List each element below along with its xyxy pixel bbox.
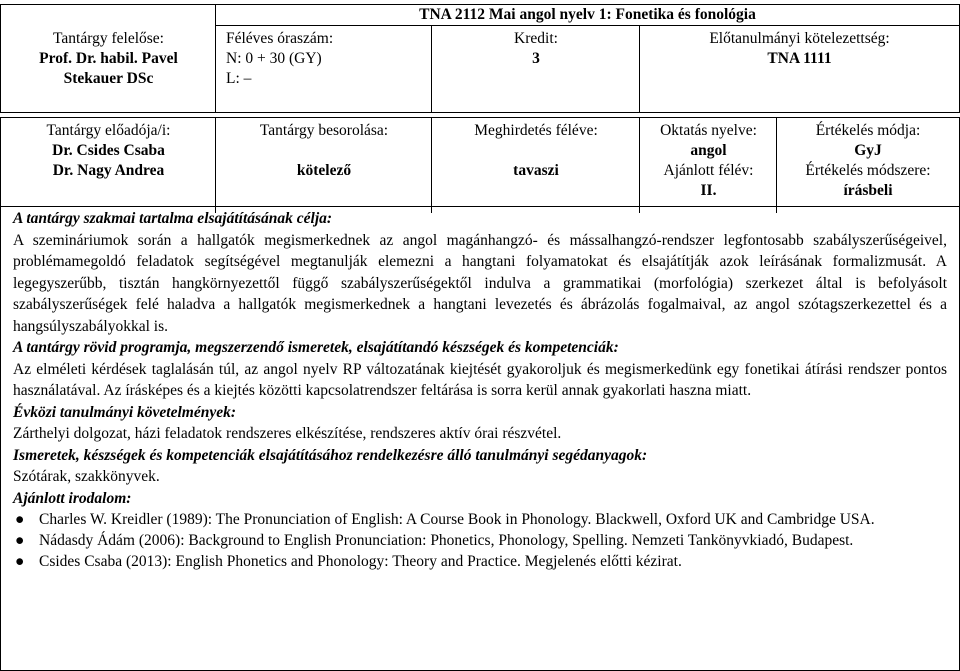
besorolas-cell [215,117,432,213]
bullet-icon: ● [15,511,25,528]
besorolas-value: kötelező [296,162,352,179]
eloado-cell [0,117,216,213]
oraszam-label: Féléves óraszám: [226,30,334,47]
kredit-value: 3 [532,50,540,67]
felelos-label: Tantárgy felelőse: [53,30,164,47]
meghirdetes-cell [431,117,640,213]
felelos-value-2: Stekauer DSc [63,70,154,87]
elotanulmany-cell [639,25,960,113]
elotanulmany-label: Előtanulmányi kötelezettség: [709,30,890,47]
oraszam-cell [215,25,432,113]
list-item: ● Csides Csaba (2013): English Phonetics and Phonology: Theory and Practice. Megjelenés előtti kézirat. [15,553,682,570]
program-heading: A tantárgy rövid programja, megszerzendő ismeretek, elsajátítandó készségek és kompetenciák: [13,339,619,356]
ertekeles-modja-label: Értékelés módja: [815,122,921,139]
meghirdetes-label: Meghirdetés féléve: [474,122,598,139]
literature-list [13,509,947,572]
ertekeles-modja-value: GyJ [854,142,882,159]
kovetelmeny-text: Zárthelyi dolgozat, házi feladatok rendszeres elkészítése, rendszeres aktív órai részvétel. [13,425,562,442]
course-title-cell [215,4,960,25]
list-item: ● Charles W. Kreidler (1989): The Pronunciation of English: A Course Book in Phonology. Blackwell, Oxford UK and Cambridge USA. [15,511,875,528]
content-section [0,206,960,671]
segedanyag-heading: Ismeretek, készségek és kompetenciák elsajátításához rendelkezésre álló tanulmányi segédanyagok: [13,446,648,464]
bullet-icon: ● [15,532,25,549]
oraszam-l: L: – [226,70,252,87]
irodalom-heading: Ajánlott irodalom: [13,489,132,507]
eloado-label: Tantárgy előadója/i: [46,122,171,139]
kredit-cell [431,25,640,113]
oktatas-label: Oktatás nyelve: [660,122,757,139]
besorolas-label: Tantárgy besorolása: [259,122,389,139]
felelos-value-1: Prof. Dr. habil. Pavel [39,50,178,67]
ertekeles-modszere-label: Értékelés módszere: [805,162,931,179]
course-title: TNA 2112 Mai angol nyelv 1: Fonetika és fonológia [419,6,756,23]
bullet-icon: ● [15,553,25,570]
eloado-2: Dr. Nagy Andrea [52,162,165,179]
program-text: Az elméleti kérdések taglalásán túl, az angol nyelv RP változatának kiejtését gyakoroljuk és megismerkedünk egy fonetikai átírási rendszer pontos használatával. Az írásképes és a kiejtés közötti kapcsolatrendszer feltárása is sorra kerül annak gyakorlati haszna miatt. [13,360,947,399]
felelos-cell [0,4,216,113]
eloado-1: Dr. Csides Csaba [52,142,165,159]
elotanulmany-value: TNA 1111 [767,50,832,67]
meghirdetes-value: tavaszi [513,162,559,179]
oktatas-value: angol [690,142,727,159]
oktatas-cell [639,117,777,213]
ajanlott-label: Ajánlott félév: [663,162,754,179]
ajanlott-value: II. [700,182,717,199]
oraszam-n: N: 0 + 30 (GY) [226,50,322,67]
ertekeles-modszere-value: írásbeli [843,182,893,199]
ertekeles-cell [776,117,960,213]
kredit-label: Kredit: [514,30,558,47]
list-item: ● Nádasdy Ádám (2006): Background to English Pronunciation: Phonetics, Phonology, Spelling. Nemzeti Tankönyvkiadó, Budapest. [15,532,854,549]
cel-text: A szemináriumok során a hallgatók megismerkednek az angol magánhangzó- és mássalhangzó-rendszer legfontosabb szabályszerűségeivel, problémamegoldó feladatok segítségével megtanulják elemezni a hangtani folyamatokat és elsajátítják azok leírásának formalizmusát. A legegyszerűbb, tisztán hangkörnyezettől függő szabályszerűségektől indulva a grammatikai (morfológia) szerkezet által is befolyásolt szabályszerűségek felé haladva a hallgatók megismerkednek a hangtani levezetés és ábrázolás fogalmaival, az angol szótagszerkezettel és a hangsúlyszabályokkal is. [13,231,947,335]
cel-heading: A tantárgy szakmai tartalma elsajátításának célja: [13,210,333,227]
kovetelmeny-heading: Évközi tanulmányi követelmények: [13,403,237,421]
segedanyag-text: Szótárak, szakkönyvek. [13,468,160,485]
